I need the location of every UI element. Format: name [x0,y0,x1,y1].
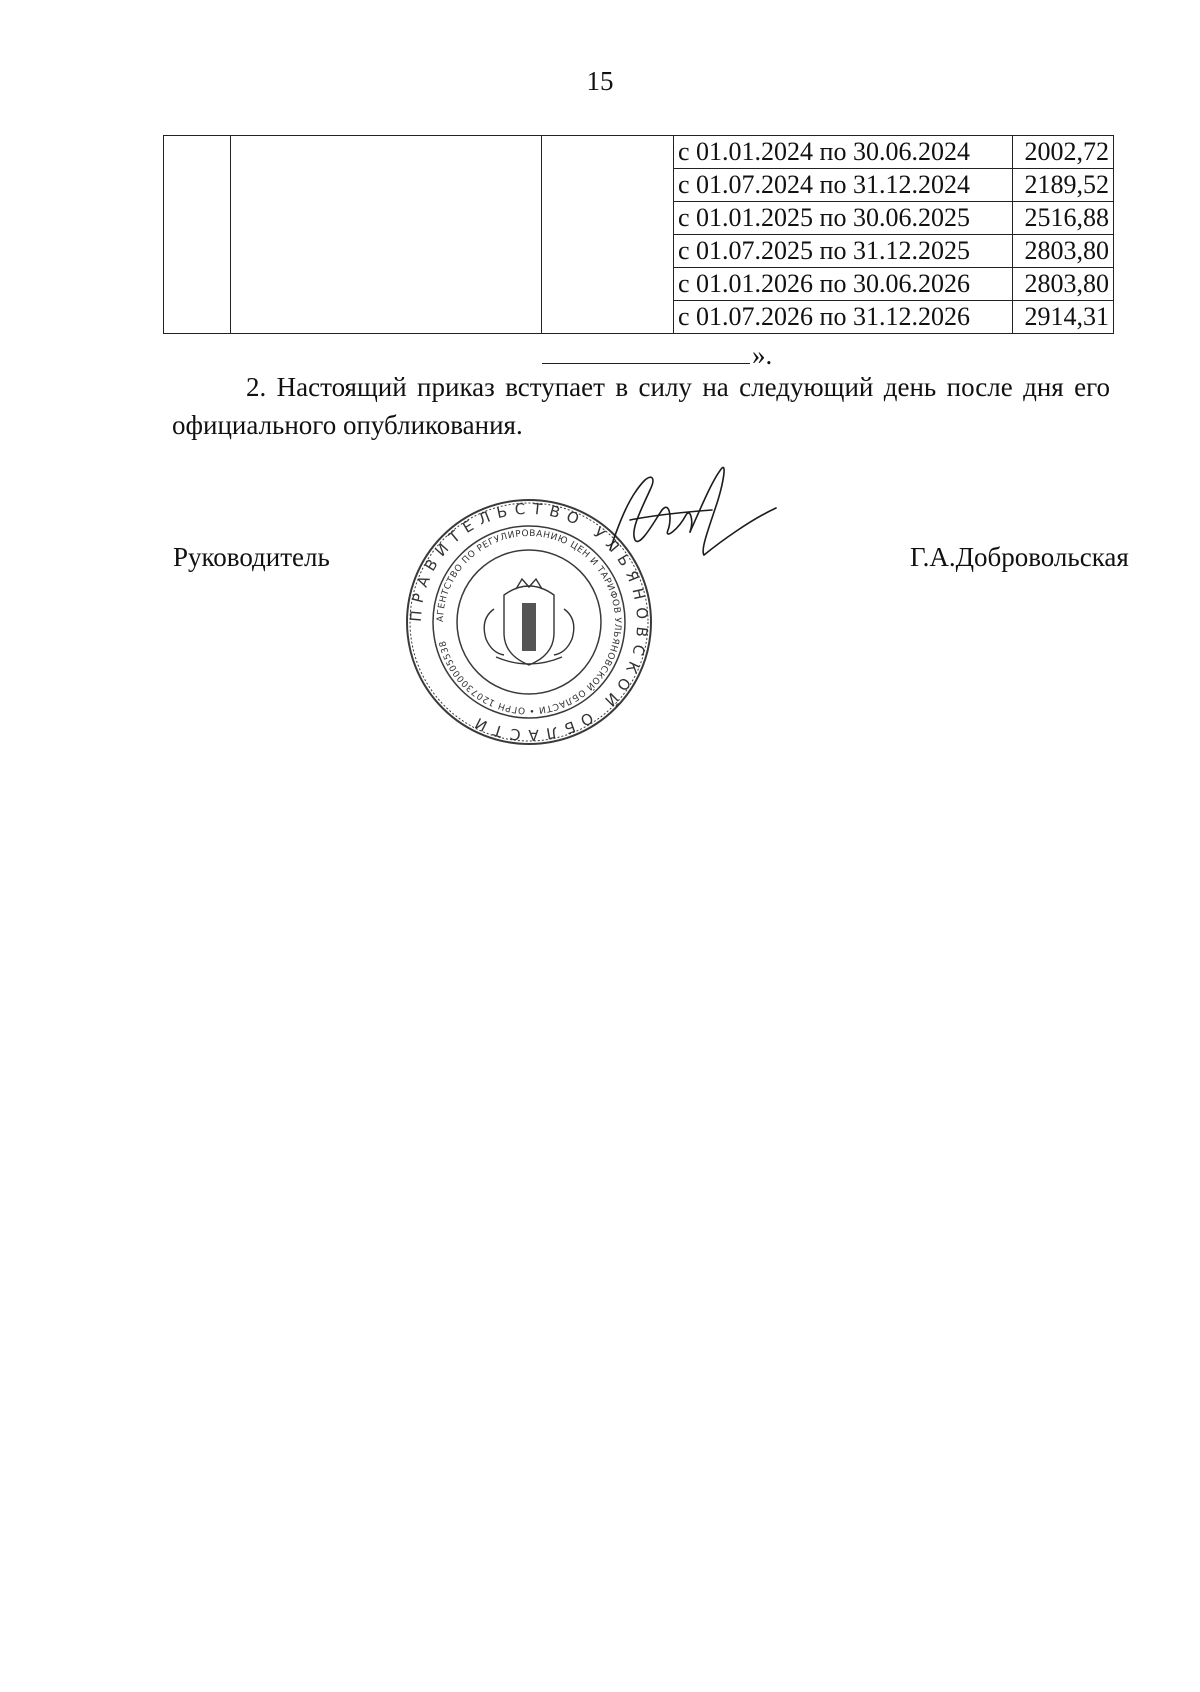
signatory-name: Г.А.Добровольская [910,542,1129,572]
value-cell: 2002,72 [1013,136,1114,169]
value-cell: 2914,31 [1013,301,1114,334]
period-cell: с 01.01.2024 по 30.06.2024 [674,136,1013,169]
value-cell: 2516,88 [1013,202,1114,235]
paragraph-2: 2. Настоящий приказ вступает в силу на следующий день после дня его официального опубликования. [172,372,1110,440]
empty-merged-cell [164,136,231,334]
seal-outer-text: ПРАВИТЕЛЬСТВО УЛЬЯНОВСКОЙ ОБЛАСТИ [406,499,652,745]
closing-quote: ». [752,340,773,370]
period-cell: с 01.07.2025 по 31.12.2025 [674,235,1013,268]
seal-inner-text: АГЕНТСТВО ПО РЕГУЛИРОВАНИЮ ЦЕН И ТАРИФОВ УЛЬЯНОВСКОЙ ОБЛАСТИ • ОГРН 1207300005538 [435,528,623,716]
closing-underline [542,341,750,364]
empty-merged-cell [231,136,542,334]
tariff-table [163,135,1114,334]
closing-mark [542,340,772,371]
period-cell: с 01.07.2024 по 31.12.2024 [674,169,1013,202]
signatory-position: Руководитель [173,542,330,572]
value-cell: 2189,52 [1013,169,1114,202]
value-cell: 2803,80 [1013,268,1114,301]
period-cell: с 01.01.2025 по 30.06.2025 [674,202,1013,235]
table-row [164,136,1114,169]
value-cell: 2803,80 [1013,235,1114,268]
page-number: 15 [586,66,614,96]
empty-merged-cell [542,136,674,334]
signature [600,460,780,570]
period-cell: с 01.07.2026 по 31.12.2026 [674,301,1013,334]
period-cell: с 01.01.2026 по 30.06.2026 [674,268,1013,301]
coat-of-arms-icon [484,579,574,665]
